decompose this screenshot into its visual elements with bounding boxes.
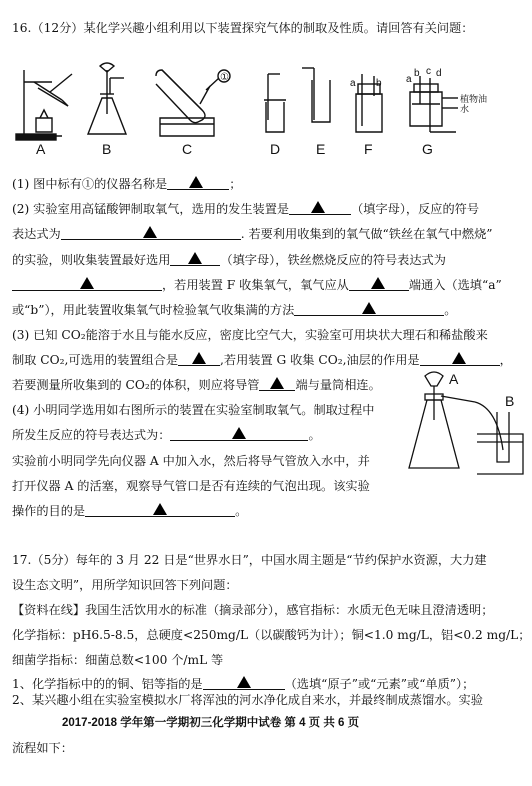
label-g: G	[422, 141, 433, 157]
q16-p4-line4: 打开仪器 A 的活塞，观察导气管口是否有连续的气泡出现。该实验	[12, 479, 370, 493]
q17-header-line1: 17.（5分）每年的 3 月 22 日是“世界水日”，中国水周主题是“节约保护水资源，大力建	[12, 553, 487, 567]
label-e: E	[316, 141, 326, 157]
label-g-water: 水	[460, 104, 470, 114]
triangle-marker-icon	[452, 352, 466, 364]
q17-s2-line2: 流程如下：	[12, 741, 73, 755]
label-g-b: b	[414, 68, 420, 79]
answer-blank[interactable]	[85, 503, 235, 517]
triangle-marker-icon	[311, 201, 325, 213]
triangle-marker-icon	[153, 503, 167, 515]
label-f-b: b	[376, 78, 382, 89]
triangle-marker-icon	[189, 176, 203, 188]
answer-blank[interactable]	[170, 252, 220, 266]
answer-blank[interactable]	[178, 352, 220, 366]
label-a: A	[36, 141, 46, 157]
q16-p4-line2: 所发生反应的符号表达式为： 。	[12, 428, 321, 442]
q16-p2-line5: 或“b”），用此装置收集氧气时检验氧气收集满的方法 。	[12, 303, 457, 317]
triangle-marker-icon	[362, 302, 376, 314]
triangle-marker-icon	[188, 252, 202, 264]
label-g-oil: 植物油	[460, 94, 488, 104]
q16-p3-line2: 制取 CO₂,可选用的装置组合是 ,若用装置 G 收集 CO₂,油层的作用是 ，	[12, 353, 512, 367]
answer-blank[interactable]	[289, 201, 351, 215]
q16-p4-line5: 操作的目的是 。	[12, 504, 248, 518]
answer-blank[interactable]	[259, 377, 295, 391]
answer-blank[interactable]	[203, 676, 285, 690]
q17-s1: 1、化学指标中的的铜、铝等指的是 （选填“原子”或“元素”或“单质”）；	[12, 677, 475, 691]
q17-info-line1: 【资料在线】我国生活饮用水的标准（摘录部分），感官指标：水质无色无味且澄清透明；	[12, 603, 494, 617]
q16-p1: (1) 图中标有①的仪器名称是 ；	[12, 177, 242, 191]
q16-p2-line3: 的实验，则收集装置最好选用 （填字母），铁丝燃烧反应的符号表达式为	[12, 253, 446, 267]
answer-blank[interactable]	[420, 352, 500, 366]
side-label-a: A	[449, 371, 459, 387]
q16-p3-line1: (3) 已知 CO₂能溶于水且与能水反应，密度比空气大，实验室可用块状大理石和稀盐酸来	[12, 328, 488, 342]
answer-blank[interactable]	[349, 277, 409, 291]
q17-header-line2: 设生态文明”，用所学知识回答下列问题：	[12, 578, 238, 592]
triangle-marker-icon	[371, 277, 385, 289]
triangle-marker-icon	[192, 352, 206, 364]
apparatus-figure	[10, 56, 488, 157]
answer-blank[interactable]	[170, 427, 308, 441]
q17-info-line3: 细菌学指标：细菌总数<100 个/mL 等	[12, 653, 224, 667]
triangle-marker-icon	[80, 277, 94, 289]
side-label-b: B	[505, 393, 515, 409]
label-f-a: a	[350, 78, 356, 89]
answer-blank[interactable]	[167, 176, 229, 190]
label-g-a: a	[406, 74, 412, 85]
triangle-marker-icon	[237, 676, 251, 688]
q16-p2-line2: 表达式为 . 若要利用收集到的氧气做“铁丝在氧气中燃烧”	[12, 227, 493, 241]
q16-p3-line3: 若要测量所收集到的 CO₂的体积，则应将导管 端与量筒相连。	[12, 378, 381, 392]
label-b: B	[102, 141, 112, 157]
q17-info-line2: 化学指标：pH6.5-8.5，总硬度<250mg/L（以碳酸钙为计）；铜<1.0 mg/L，铝<0.2 mg/L；	[12, 628, 531, 642]
label-d: D	[270, 141, 281, 157]
answer-blank[interactable]	[12, 277, 162, 291]
q16-p4-line3: 实验前小明同学先向仪器 A 中加入水，然后将导气管放入水中，并	[12, 454, 370, 468]
page-footer: 2017-2018 学年第一学期初三化学期中试卷 第 4 页 共 6 页	[62, 717, 360, 729]
q16-header: 16.（12分）某化学兴趣小组利用以下装置探究气体的制取及性质。请回答有关问题：	[12, 21, 474, 35]
q16-p4-line1: (4) 小明同学选用如右图所示的装置在实验室制取氧气。制取过程中	[12, 403, 375, 417]
q16-p2-line1: (2) 实验室用高锰酸钾制取氧气，选用的发生装置是 （填字母），反应的符号	[12, 202, 480, 216]
label-c: C	[182, 141, 193, 157]
oxygen-apparatus-figure	[405, 370, 525, 480]
label-f: F	[364, 141, 373, 157]
q16-p2-line4: ，若用装置 F 收集氧气，氧气应从 端通入（选填“a”	[12, 277, 502, 293]
label-circle-1: ①	[220, 72, 229, 83]
label-g-d: d	[436, 68, 442, 79]
triangle-marker-icon	[232, 427, 246, 439]
label-g-c: c	[426, 66, 431, 77]
answer-blank[interactable]	[294, 302, 444, 316]
q17-s2-line1: 2、某兴趣小组在实验室模拟水厂将浑浊的河水净化成自来水，并最终制成蒸馏水。实验	[12, 693, 483, 707]
triangle-marker-icon	[143, 226, 157, 238]
answer-blank[interactable]	[61, 226, 241, 240]
triangle-marker-icon	[270, 377, 284, 389]
